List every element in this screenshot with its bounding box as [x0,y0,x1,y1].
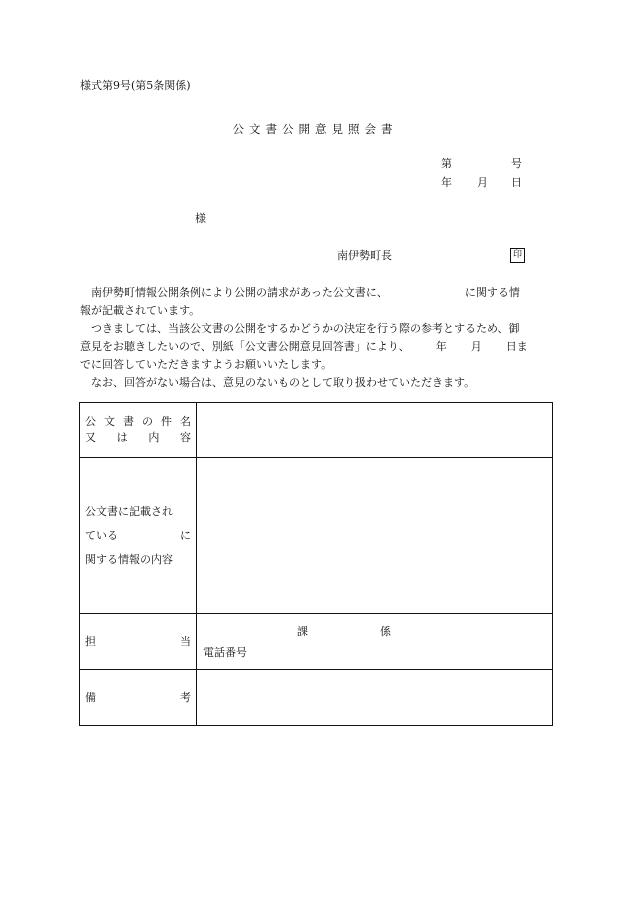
seal-mark: 印 [510,248,525,263]
paragraph-2-line3: でに回答していただきますようお願いいたします。 [80,358,333,371]
date-day: 日 [511,176,522,189]
p2-year: 年 [435,340,447,353]
p2-month: 月 [470,340,482,353]
recipient-honorific: 様 [195,212,206,225]
remarks-field[interactable] [197,670,553,726]
p1-text-a: 南伊勢町情報公開条例により公開の請求があった公文書に、 [91,286,388,299]
phone-label: 電話番号 [203,646,247,659]
table-row [80,458,553,614]
paragraph-2 [80,320,552,338]
inquiry-table [79,402,553,726]
paragraph-1 [80,284,552,302]
date-year: 年 [441,176,452,189]
form-number: 様式第9号(第5条関係) [80,79,191,92]
doc-number-prefix: 第 [441,157,452,170]
body-text [80,284,552,392]
paragraph-1-cont: 報が記載されています。 [80,304,201,317]
p2-text-b: 意見をお聴きしたいので、別紙「公文書公開意見回答書」により、 [80,340,410,353]
p3-text: なお、回答がない場合は、意見のないものとして取り扱わせていただきます。 [91,376,476,389]
table-row [80,670,553,726]
label-remarks: 備 考 [80,670,197,726]
doc-number-suffix: 号 [511,157,522,170]
recorded-info-field[interactable] [197,458,553,614]
label-recorded-info: 公文書に記載され ている に 関する情報の内容 [80,458,197,614]
paragraph-3 [80,374,552,392]
contact-field[interactable] [197,614,553,670]
paragraph-2-line2 [80,338,552,356]
table-row [80,614,553,670]
p2-text-a: つきましては、当該公文書の公開をするかどうかの決定を行う際の参考とするため、御 [91,322,520,335]
section-label: 課 [297,625,308,638]
label-contact: 担 当 [80,614,197,670]
unit-label: 係 [380,625,391,638]
label-document-title: 公 文 書 の 件 名 又 は 内 容 [80,403,197,458]
p1-text-b: に関する情 [464,286,520,299]
p2-day: 日ま [505,340,528,353]
document-title-field[interactable] [197,403,553,458]
date-month: 月 [477,176,488,189]
document-title: 公文書公開意見照会書 [232,122,398,136]
sender-name: 南伊勢町長 [337,249,392,262]
table-row [80,403,553,458]
